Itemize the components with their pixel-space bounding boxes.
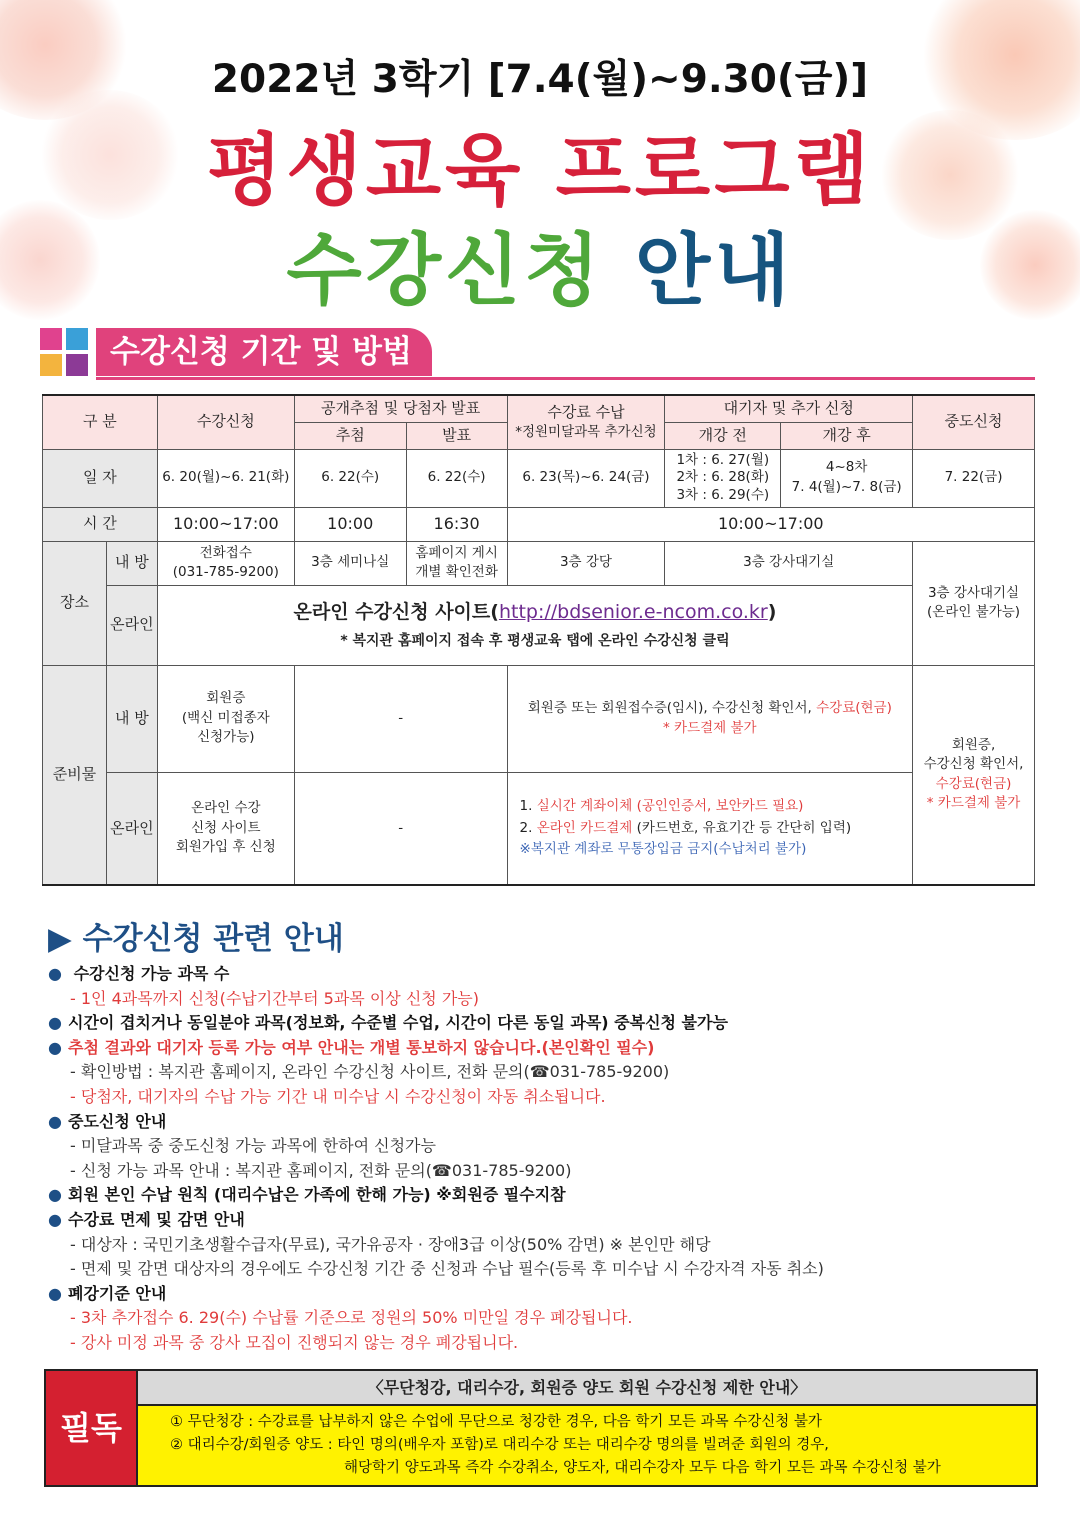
place-mid-1: 3층 강사대기실 xyxy=(927,584,1020,601)
notice-body xyxy=(138,1406,1036,1485)
term-heading: 2022년 3학기 [7.4(월)~9.30(금)] xyxy=(211,57,869,102)
row-label-date: 일 자 xyxy=(43,449,158,507)
place-visit-announce-1: 홈페이지 게시 xyxy=(415,544,498,561)
notice-badge: 필독 xyxy=(46,1371,138,1485)
list-item-text: - 3차 추가접수 6. 29(수) 수납률 기준으로 정원의 50% 미만일 경우 폐강됩니다. xyxy=(70,1308,633,1328)
place-visit-apply-2: (031-785-9200) xyxy=(172,564,279,581)
online-note: * 복지관 홈페이지 접속 후 평생교육 탭에 온라인 수강신청 클릭 xyxy=(340,632,730,649)
header-draw: 공개추첨 및 당첨자 발표 xyxy=(294,395,507,422)
prep-mid-4: * 카드결제 불가 xyxy=(926,795,1021,812)
date-after-1: 4~8차 xyxy=(825,459,868,476)
list-item-text: 회원 본인 수납 원칙 (대리수납은 가족에 한해 가능) ※회원증 필수지참 xyxy=(68,1185,566,1205)
date-draw: 6. 22(수) xyxy=(294,449,406,507)
prep-online-rest-2-text: (카드번호, 유효기간 등 간단히 입력) xyxy=(632,819,852,836)
bullet-icon: ● xyxy=(48,1037,62,1057)
divider xyxy=(96,377,1035,380)
date-before-1: 1차 : 6. 27(월) xyxy=(676,451,770,468)
notice-line: ① 무단청강 : 수강료를 납부하지 않은 수업에 무단으로 청강한 경우, 다음 학기 모든 과목 수강신청 불가 xyxy=(170,1414,822,1430)
date-pay: 6. 23(목)~6. 24(금) xyxy=(507,449,665,507)
bullet-icon: ● xyxy=(48,964,62,983)
list-item-text: - 신청 가능 과목 안내 : 복지관 홈페이지, 전화 문의(☎031-785-9200) xyxy=(70,1160,572,1180)
row-label-prep: 준비물 xyxy=(43,665,107,885)
date-announce: 6. 22(수) xyxy=(406,449,507,507)
subtitle-green: 수강신청 xyxy=(286,226,604,316)
section-heading-notes xyxy=(48,913,344,958)
list-item xyxy=(48,1257,1038,1282)
notice-line: 해당학기 양도과목 즉각 수강취소, 양도자, 대리수강자 모두 다음 학기 모든 과목 수강신청 불가 xyxy=(344,1460,941,1476)
subtitle-blue: 안내 xyxy=(634,226,794,316)
notice-line: ② 대리수강/회원증 양도 : 타인 명의(배우자 포함)로 대리수강 또는 대리수강 명의를 빌려준 회원의 경우, xyxy=(170,1437,829,1453)
list-item-text: 시간이 겹치거나 동일분야 과목(정보화, 수준별 수업, 시간이 다른 동일 과목) 중복신청 불가능 xyxy=(68,1013,728,1033)
header-announce-sub: 발표 xyxy=(406,422,507,449)
prep-mid-3: 수강료(현금) xyxy=(935,775,1012,792)
prep-visit-rest-1-text: 회원증 또는 회원접수증(임시), 수강신청 확인서, xyxy=(527,700,817,717)
squares-icon xyxy=(66,328,88,350)
section-title: 수강신청 기간 및 방법 xyxy=(96,328,432,376)
prep-mid xyxy=(913,665,1035,885)
page-title: 평생교육 프로그램 xyxy=(207,126,873,216)
online-site-text xyxy=(161,599,909,627)
place-visit-label: 내 방 xyxy=(106,541,157,585)
squares-icon xyxy=(40,328,62,350)
place-visit-draw: 3층 세미나실 xyxy=(294,541,406,585)
place-mid-2: (온라인 불가능) xyxy=(927,604,1021,621)
prep-online-rest xyxy=(507,772,913,885)
squares-icon xyxy=(40,354,62,376)
list-item-text: - 대상자 : 국민기초생활수급자(무료), 국가유공자 · 장애3급 이상(50% 감면) ※ 본인만 해당 xyxy=(70,1234,711,1254)
place-mid xyxy=(913,541,1035,665)
prep-visit-label: 내 방 xyxy=(106,665,157,772)
list-item-text: - 1인 4과목까지 신청(수납기간부터 5과목 이상 신청 가능) xyxy=(70,988,479,1008)
list-item xyxy=(48,1282,1038,1307)
list-item-text: 추첨 결과와 대기자 등록 가능 여부 안내는 개별 통보하지 않습니다.(본인확인 필수) xyxy=(68,1037,655,1057)
place-visit-pay: 3층 강당 xyxy=(507,541,665,585)
prep-visit-draw: - xyxy=(294,665,507,772)
time-apply: 10:00~17:00 xyxy=(157,507,294,541)
list-item-text: - 강사 미정 과목 중 강사 모집이 진행되지 않는 경우 폐강됩니다. xyxy=(70,1332,519,1352)
time-draw: 10:00 xyxy=(294,507,406,541)
place-online xyxy=(157,585,912,665)
prep-online-apply-2: 신청 사이트 xyxy=(191,819,261,836)
list-item xyxy=(48,1085,1038,1110)
prep-online-rest-3: ※복지관 계좌로 무통장입금 금지(수납처리 불가) xyxy=(519,841,807,858)
section-title: 수강신청 관련 안내 xyxy=(82,921,344,957)
header-mid: 중도신청 xyxy=(913,395,1035,449)
list-item-text: - 면제 및 감면 대상자의 경우에도 수강신청 기간 중 신청과 수납 필수(등록 후 미수납 시 수강자격 자동 취소) xyxy=(70,1259,824,1279)
list-item xyxy=(48,1331,1038,1356)
header-gubun: 구 분 xyxy=(43,395,158,449)
time-rest: 10:00~17:00 xyxy=(507,507,1034,541)
list-item-text: - 미달과목 중 중도신청 가능 과목에 한하여 신청가능 xyxy=(70,1136,436,1156)
online-site-label: 온라인 수강신청 사이트( xyxy=(293,601,499,624)
date-before-2: 2차 : 6. 28(화) xyxy=(676,469,770,486)
time-announce: 16:30 xyxy=(406,507,507,541)
prep-visit-apply-3: 신청가능) xyxy=(197,729,255,746)
list-item-text: 폐강기준 안내 xyxy=(68,1283,167,1303)
online-site-close: ) xyxy=(767,601,777,624)
prep-online-label: 온라인 xyxy=(106,772,157,885)
notice-title: 〈무단청강, 대리수강, 회원증 양도 회원 수강신청 제한 안내〉 xyxy=(138,1371,1036,1406)
online-site-link[interactable]: http://bdsenior.e-ncom.co.kr xyxy=(498,601,768,624)
triangle-right-icon: ▶ xyxy=(48,921,72,957)
header-pay-note: *정원미달과목 추가신청 xyxy=(515,424,657,441)
prep-online-rest-2-num: 2. xyxy=(519,819,537,836)
date-after xyxy=(781,449,913,507)
prep-online-rest-1-text: 실시간 계좌이체 (공인인증서, 보안카드 필요) xyxy=(536,797,804,814)
place-visit-apply-1: 전화접수 xyxy=(199,544,252,561)
prep-visit-rest xyxy=(507,665,913,772)
page-subtitle xyxy=(0,208,1080,320)
place-visit-apply xyxy=(157,541,294,585)
list-item-text: - 당첨자, 대기자의 수납 가능 기간 내 미수납 시 수강신청이 자동 취소됩니다. xyxy=(70,1086,606,1106)
header-wait: 대기자 및 추가 신청 xyxy=(665,395,913,422)
list-item xyxy=(48,1134,1038,1159)
list-item xyxy=(48,1208,1038,1233)
prep-visit-apply-2: (백신 미접종자 xyxy=(181,709,270,726)
list-item-text: 수강신청 가능 과목 수 xyxy=(68,964,230,983)
notes-list xyxy=(48,962,1038,1356)
prep-online-draw: - xyxy=(294,772,507,885)
prep-online-apply-1: 온라인 수강 xyxy=(191,800,261,817)
list-item xyxy=(48,1011,1038,1036)
header-wait-after: 개강 후 xyxy=(781,422,913,449)
prep-mid-2: 수강신청 확인서, xyxy=(923,756,1024,773)
list-item xyxy=(48,1183,1038,1208)
list-item xyxy=(48,1159,1038,1184)
bullet-icon: ● xyxy=(48,1283,62,1303)
date-mid: 7. 22(금) xyxy=(913,449,1035,507)
list-item xyxy=(48,1060,1038,1085)
prep-visit-rest-1-red: 수강료(현금) xyxy=(816,700,892,717)
header-apply: 수강신청 xyxy=(157,395,294,449)
header-pay-label: 수강료 수납 xyxy=(547,402,625,421)
list-item-text: 중도신청 안내 xyxy=(68,1111,167,1131)
squares-icon xyxy=(66,354,88,376)
list-item xyxy=(48,1036,1038,1061)
prep-visit-apply-1: 회원증 xyxy=(206,690,246,707)
bullet-icon: ● xyxy=(48,1185,62,1205)
prep-online-rest-2 xyxy=(520,818,910,840)
date-before-3: 3차 : 6. 29(수) xyxy=(676,486,770,503)
prep-online-apply xyxy=(157,772,294,885)
list-item xyxy=(48,1306,1038,1331)
row-label-place: 장소 xyxy=(43,541,107,665)
place-visit-announce xyxy=(406,541,507,585)
bullet-icon: ● xyxy=(48,1013,62,1033)
section-heading-schedule xyxy=(40,328,1035,382)
list-item xyxy=(48,1110,1038,1135)
list-item xyxy=(48,987,1038,1012)
notice-box xyxy=(44,1369,1038,1487)
prep-online-rest-2-red: 온라인 카드결제 xyxy=(536,819,633,836)
prep-visit-apply xyxy=(157,665,294,772)
prep-mid-1: 회원증, xyxy=(951,736,996,753)
list-item-text: - 확인방법 : 복지관 홈페이지, 온라인 수강신청 사이트, 전화 문의(☎031-785-9200) xyxy=(70,1062,670,1082)
place-visit-announce-2: 개별 확인전화 xyxy=(415,564,498,581)
prep-online-rest-1-num: 1. xyxy=(519,797,537,814)
row-label-time: 시 간 xyxy=(43,507,158,541)
header-draw-sub: 추첨 xyxy=(294,422,406,449)
schedule-table xyxy=(42,394,1035,886)
date-before xyxy=(665,449,781,507)
prep-visit-rest-1 xyxy=(511,699,910,719)
bullet-icon: ● xyxy=(48,1111,62,1131)
prep-online-apply-3: 회원가입 후 신청 xyxy=(175,839,276,856)
place-visit-wait: 3층 강사대기실 xyxy=(665,541,913,585)
bullet-icon: ● xyxy=(48,1209,62,1229)
prep-visit-rest-2: * 카드결제 불가 xyxy=(663,719,757,736)
list-item xyxy=(48,962,1038,987)
list-item-text: 수강료 면제 및 감면 안내 xyxy=(68,1209,245,1229)
header-pay xyxy=(507,395,665,449)
place-online-label: 온라인 xyxy=(106,585,157,665)
header-wait-before: 개강 전 xyxy=(665,422,781,449)
date-apply: 6. 20(월)~6. 21(화) xyxy=(157,449,294,507)
list-item xyxy=(48,1233,1038,1258)
date-after-2: 7. 4(월)~7. 8(금) xyxy=(791,479,902,495)
prep-online-rest-1 xyxy=(520,796,910,818)
